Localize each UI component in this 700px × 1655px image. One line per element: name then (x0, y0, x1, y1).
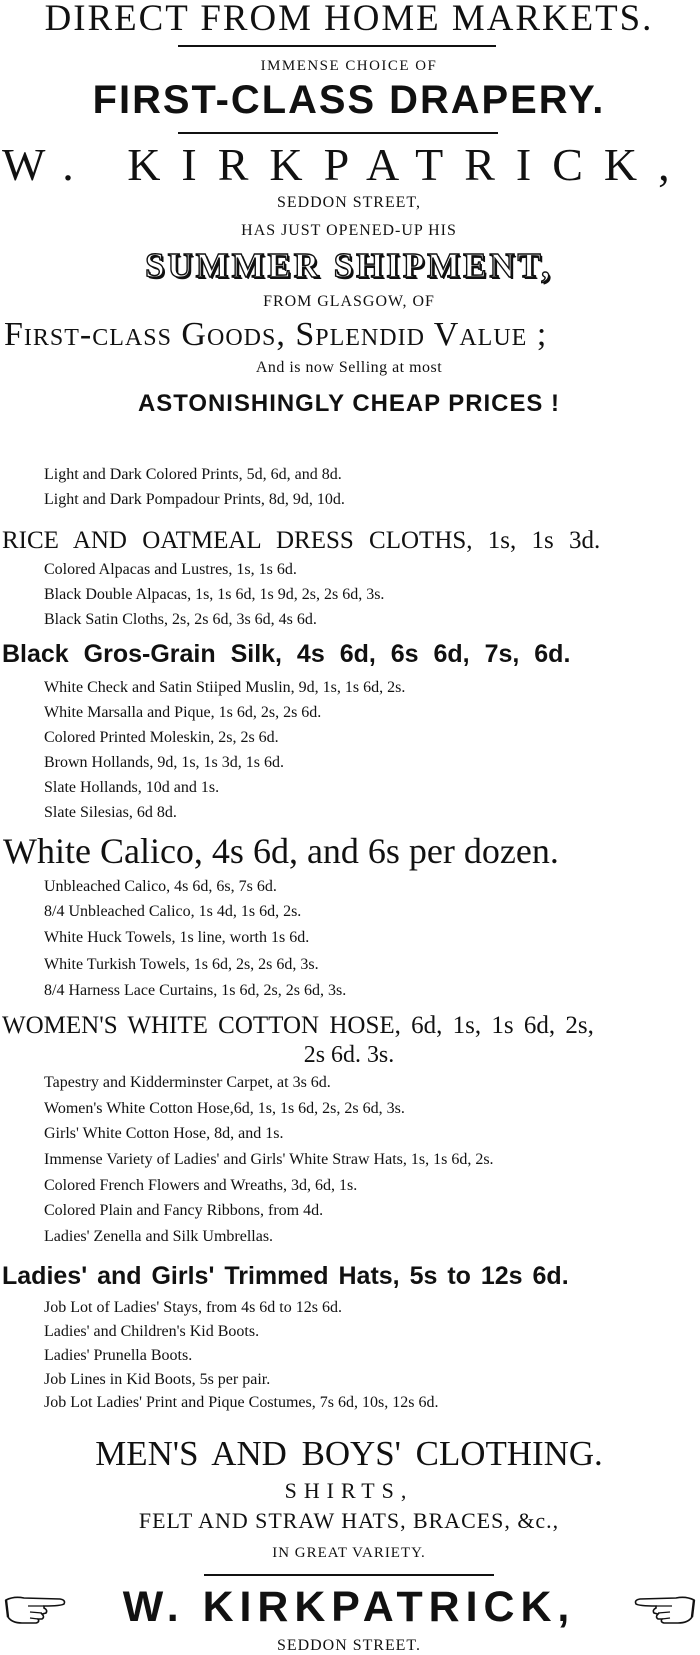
mens-heading: MEN'S AND BOYS' CLOTHING. (95, 1434, 603, 1473)
item-alpacas-2: Black Double Alpacas, 1s, 1s 6d, 1s 9d, 2s, 2s 6d, 3s. (44, 586, 385, 603)
choice-line: IMMENSE CHOICE OF (260, 58, 438, 74)
item-girls-hose: Girls' White Cotton Hose, 8d, and 1s. (44, 1125, 284, 1142)
shirts-line: SHIRTS, (284, 1478, 414, 1503)
item-calico: White Calico, 4s 6d, and 6s per dozen. (3, 831, 559, 871)
item-huck-towels: White Huck Towels, 1s line, worth 1s 6d. (44, 929, 310, 946)
item-hose-heading: WOMEN'S WHITE COTTON HOSE, 6d, 1s, 1s 6d, 2s, (2, 1012, 594, 1039)
goods-line: First-class Goods, Splendid Value ; (4, 316, 548, 353)
divider-3 (204, 1574, 494, 1576)
item-straw-hats: Immense Variety of Ladies' and Girls' White Straw Hats, 1s, 1s 6d, 2s. (44, 1151, 494, 1168)
headline: DIRECT FROM HOME MARKETS. (44, 0, 654, 39)
prices-heading: ASTONISHINGLY CHEAP PRICES ! (137, 390, 560, 417)
item-hose-heading-cont: 2s 6d. 3s. (303, 1042, 395, 1068)
item-kid-boots: Ladies' and Children's Kid Boots. (44, 1323, 260, 1340)
shipment-heading: SUMMER SHIPMENT, (145, 246, 553, 285)
merchant-name: W. KIRKPATRICK, (2, 139, 691, 190)
pointing-hand-left-icon (632, 1590, 696, 1624)
item-ribbons: Colored Plain and Fancy Ribbons, from 4d. (44, 1202, 324, 1219)
item-unbleached-1: Unbleached Calico, 4s 6d, 6s, 7s 6d. (44, 878, 277, 895)
item-prints-2: Light and Dark Pompadour Prints, 8d, 9d, 10d. (44, 491, 345, 508)
drapery-heading: FIRST-CLASS DRAPERY. (92, 78, 606, 122)
item-slate-hollands: Slate Hollands, 10d and 1s. (44, 779, 220, 796)
item-trimmed-hats: Ladies' and Girls' Trimmed Hats, 5s to 12s 6d. (2, 1262, 569, 1290)
item-umbrellas: Ladies' Zenella and Silk Umbrellas. (44, 1228, 274, 1245)
item-muslin: White Check and Satin Stiiped Muslin, 9d, 1s, 1s 6d, 2s. (44, 679, 406, 696)
selling-line: And is now Selling at most (255, 359, 443, 376)
item-prunella-boots: Ladies' Prunella Boots. (44, 1347, 193, 1364)
footer-merchant-name: W. KIRKPATRICK, (122, 1583, 576, 1631)
item-french-flowers: Colored French Flowers and Wreaths, 3d, 6d, 1s. (44, 1177, 358, 1194)
item-alpacas-1: Colored Alpacas and Lustres, 1s, 1s 6d. (44, 561, 297, 578)
item-job-lines: Job Lines in Kid Boots, 5s per pair. (44, 1371, 271, 1388)
item-costumes: Job Lot Ladies' Print and Pique Costumes, 7s 6d, 10s, 12s 6d. (44, 1394, 439, 1411)
item-marsalla: White Marsalla and Pique, 1s 6d, 2s, 2s 6d. (44, 704, 322, 721)
opened-line: HAS JUST OPENED-UP HIS (241, 222, 457, 239)
item-slate-silesias: Slate Silesias, 6d 8d. (44, 804, 177, 821)
divider-2 (178, 132, 498, 134)
item-harness-curtains: 8/4 Harness Lace Curtains, 1s 6d, 2s, 2s 6d, 3s. (44, 982, 347, 999)
item-moleskin: Colored Printed Moleskin, 2s, 2s 6d. (44, 729, 279, 746)
item-brown-hollands: Brown Hollands, 9d, 1s, 1s 3d, 1s 6d. (44, 754, 285, 771)
item-satin: Black Satin Cloths, 2s, 2s 6d, 3s 6d, 4s 6d. (44, 611, 317, 628)
variety-line: IN GREAT VARIETY. (272, 1545, 426, 1561)
divider-1 (178, 45, 496, 47)
item-tapestry: Tapestry and Kidderminster Carpet, at 3s 6d. (44, 1074, 331, 1091)
origin-line: FROM GLASGOW, OF (263, 293, 435, 310)
footer-street-line: SEDDON STREET. (277, 1637, 421, 1654)
item-stays: Job Lot of Ladies' Stays, from 4s 6d to 12s 6d. (44, 1299, 342, 1316)
item-rice-cloths: RICE AND OATMEAL DRESS CLOTHS, 1s, 1s 3d. (2, 527, 601, 554)
item-silk: Black Gros-Grain Silk, 4s 6d, 6s 6d, 7s, 6d. (2, 640, 571, 668)
item-prints-1: Light and Dark Colored Prints, 5d, 6d, and 8d. (44, 466, 342, 483)
item-women-hose: Women's White Cotton Hose,6d, 1s, 1s 6d, 2s, 2s 6d, 3s. (44, 1100, 405, 1117)
hats-line: FELT AND STRAW HATS, BRACES, &c., (138, 1508, 560, 1533)
street-line: SEDDON STREET, (277, 194, 421, 211)
item-unbleached-2: 8/4 Unbleached Calico, 1s 4d, 1s 6d, 2s. (44, 903, 302, 920)
item-turkish-towels: White Turkish Towels, 1s 6d, 2s, 2s 6d, 3s. (44, 956, 319, 973)
